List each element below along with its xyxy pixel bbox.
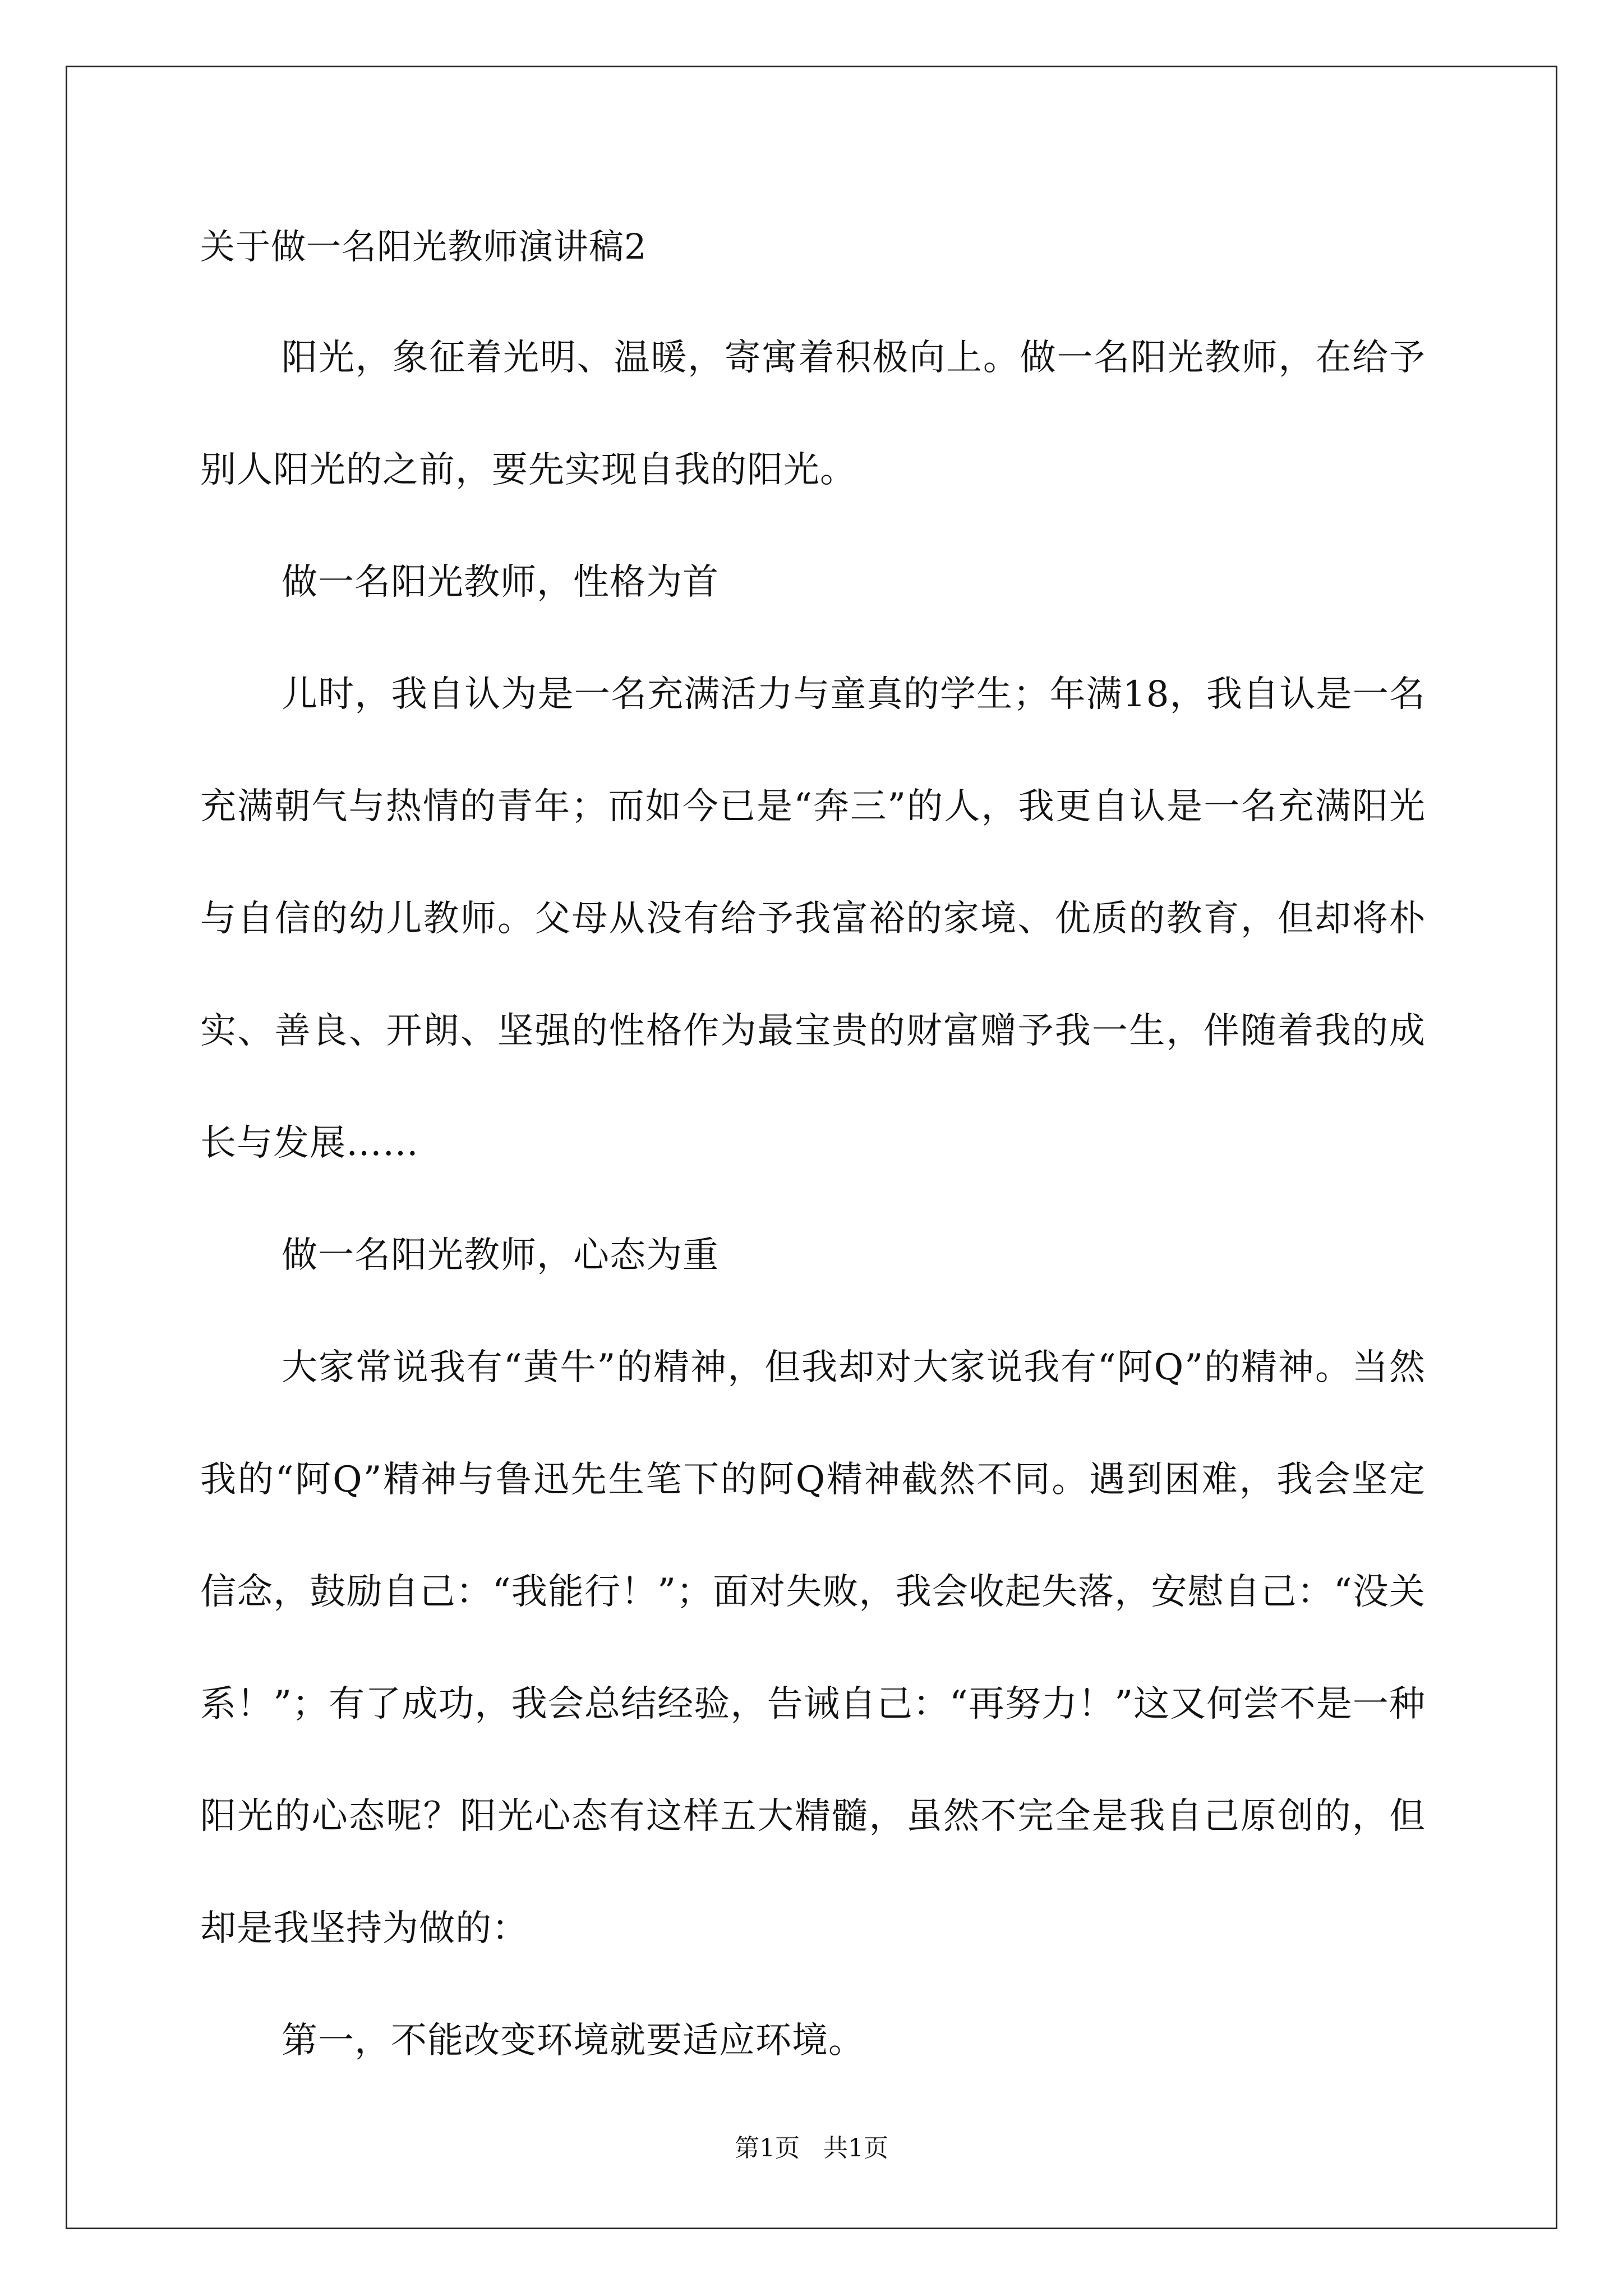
paragraph-intro: 阳光，象征着光明、温暖，寄寓着积极向上。做一名阳光教师，在给予别人阳光的之前，要先实现自我的阳光。 [200, 337, 1426, 491]
section-heading-personality: 做一名阳光教师，性格为首 [282, 562, 719, 603]
paragraph-childhood: 儿时，我自认为是一名充满活力与童真的学生；年满18，我自认是一名充满朝气与热情的青年；而如今已是“奔三”的人，我更自认是一名充满阳光与自信的幼儿教师。父母从没有给予我富裕的家境、优质的教育，但却将朴实、善良、开朗、坚强的性格作为最宝贵的财富赠予我一生，伴随着我的成长与发展…… [200, 674, 1426, 1164]
paragraph-first-point: 第一，不能改变环境就要适应环境。 [282, 2020, 865, 2062]
paragraph-ah-q-spirit: 大家常说我有“黄牛”的精神，但我却对大家说我有“阿Q”的精神。当然我的“阿Q”精神与鲁迅先生笔下的阿Q精神截然不同。遇到困难，我会坚定信念，鼓励自己：“我能行！”；面对失败，我会收起失落，安慰自己：“没关系！”；有了成功，我会总结经验，告诫自己：“再努力！”这又何尝不是一种阳光的心态呢？阳光心态有这样五大精髓，虽然不完全是我自己原创的，但却是我坚持为做的： [200, 1347, 1426, 1949]
document-body [200, 219, 1426, 2097]
page-footer: 第1页 共1页 [735, 2134, 888, 2162]
document-title: 关于做一名阳光教师演讲稿2 [200, 226, 647, 267]
section-heading-mindset: 做一名阳光教师，心态为重 [282, 1235, 719, 1276]
